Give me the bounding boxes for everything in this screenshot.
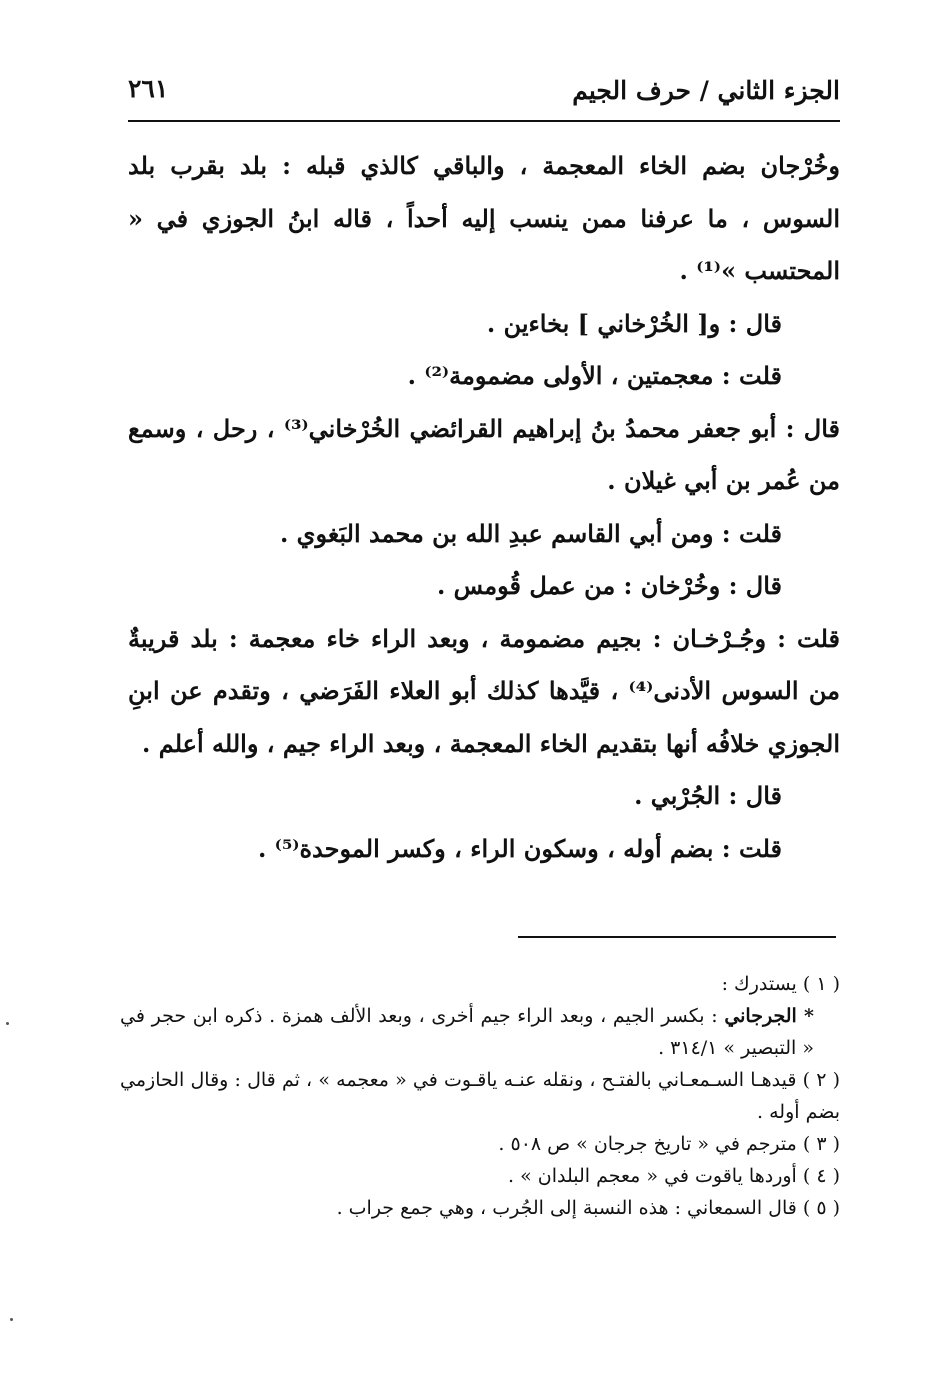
footnote-3: ( ٣ ) مترجم في « تاريخ جرجان » ص ٥٠٨ . bbox=[498, 1133, 840, 1155]
footnote-4: ( ٤ ) أوردها ياقوت في « معجم البلدان » . bbox=[508, 1165, 840, 1187]
main-text bbox=[128, 140, 840, 875]
footnote-1-body bbox=[120, 1000, 840, 1064]
footnote-1-text: : بكسر الجيم ، وبعد الراء جيم أخرى ، وبعد الألف همزة . ذكره ابن حجر في « التبصير » ٣١٤/١ . bbox=[120, 1005, 814, 1059]
footnote-5: ( ٥ ) قال السمعاني : هذه النسبة إلى الجُرب ، وهي جمع جراب . bbox=[336, 1197, 840, 1219]
scan-speck bbox=[6, 1022, 9, 1025]
footnote-1-lead: ( ١ ) يستدرك : bbox=[721, 973, 840, 995]
page-header bbox=[128, 68, 840, 116]
footnote-separator bbox=[518, 936, 836, 938]
footnote-2: ( ٢ ) قيدهـا السـمعـاني بالفتـح ، ونقله عنـه ياقـوت في « معجمه » ، ثم قال : وقال الحازمي بضم أوله . bbox=[120, 1069, 841, 1123]
paragraph-qala-qumis: قال : وخُرْخان : من عمل قُومس . bbox=[436, 571, 782, 600]
paragraph-qala-khurkhani: قال : و[ الخُرْخاني ] بخاءين . bbox=[486, 308, 782, 338]
footnote-1-term: * الجرجاني bbox=[724, 1005, 814, 1027]
paragraph-qultu-baghawi: قلت : ومن أبي القاسم عبدِ الله بن محمد البَغوي . bbox=[279, 518, 782, 548]
paragraph-qultu-dabt: قلت : بضم أوله ، وسكون الراء ، وكسر الموحدة⁽⁵⁾ . bbox=[257, 833, 782, 863]
paragraph-qala-jurbi: قال : الجُرْبي . bbox=[634, 781, 782, 810]
paragraph-khurjan: وخُرْجان بضم الخاء المعجمة ، والباقي كالذي قبله : بلد بقرب بلد السوس ، ما عرفنا ممن ينسب إليه أحداً ، قاله ابنُ الجوزي في « المحتسب »⁽¹⁾ . bbox=[128, 151, 840, 285]
paragraph-jurkhan: قلت : وجُـرْخـان : بجيم مضمومة ، وبعد الراء خاء معجمة : بلد قريبةٌ من السوس الأدنى⁽⁴⁾ ، قيَّدها كذلك أبو العلاء الفَرَضي ، وتقدم عن ابنِ الجوزي خلافُه أنها بتقديم الخاء المعجمة ، وبعد الراء جيم ، والله أعلم . bbox=[128, 623, 840, 758]
paragraph-qultu-mujamatayn: قلت : معجمتين ، الأولى مضمومة⁽²⁾ . bbox=[407, 361, 782, 390]
scan-speck bbox=[10, 1318, 13, 1321]
page-number: ٢٦١ bbox=[128, 74, 169, 103]
header-rule bbox=[128, 120, 840, 122]
paragraph-abu-jafar: قال : أبو جعفر محمدُ بنُ إبراهيم القرائضي الخُرْخاني⁽³⁾ ، رحل ، وسمع من عُمر بن أبي غيلان . bbox=[128, 413, 841, 495]
footnotes bbox=[120, 968, 840, 1224]
running-title: الجزء الثاني / حرف الجيم bbox=[572, 76, 840, 105]
